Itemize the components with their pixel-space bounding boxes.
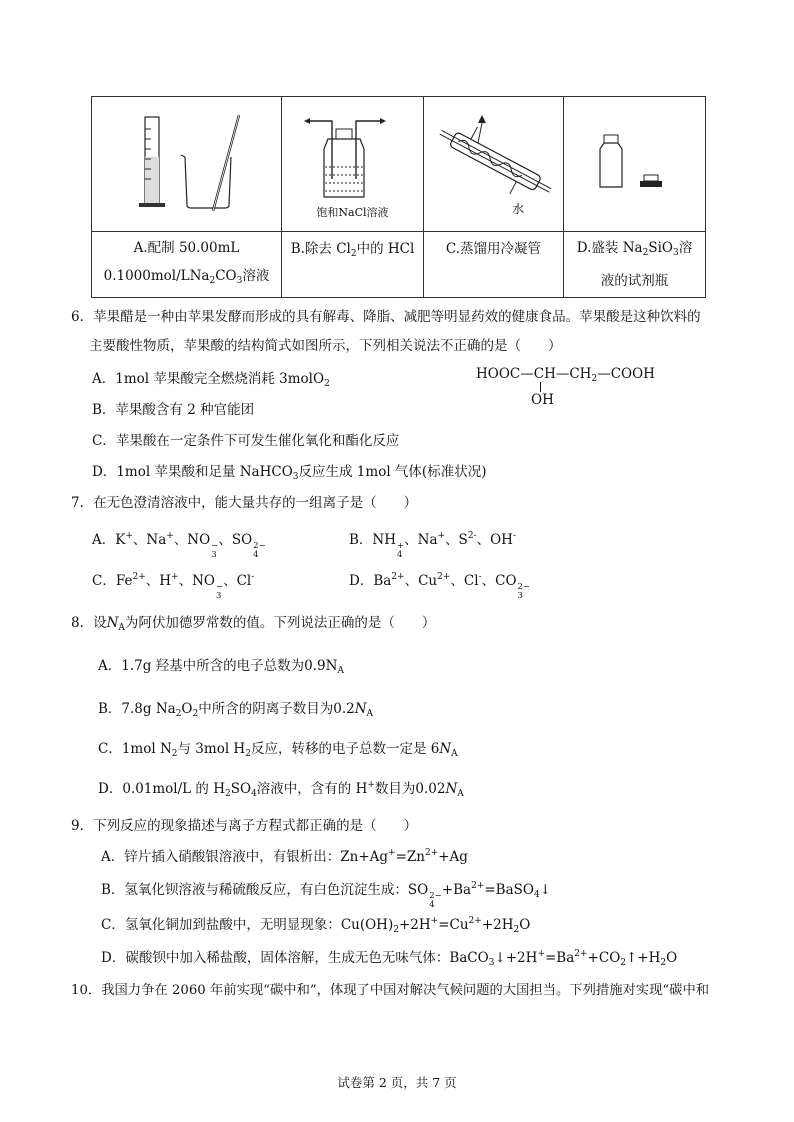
q10-stem: 10．我国力争在 2060 年前实现“碳中和”，体现了中国对解决气候问题的大国担当。下列措施对实现“碳中和	[71, 983, 710, 998]
q7-stem: 7．在无色澄清溶液中，能大量共存的一组离子是（ ）	[71, 495, 418, 511]
q8-option-c: C．1mol $N_2$与 3mol $H_2$反应，转移的电子总数一定是 $6N_A$	[98, 741, 458, 759]
structure-oh: OH	[531, 392, 554, 408]
caption-d: D.盛装 $Na_2SiO_3$溶 液的试剂瓶	[564, 232, 706, 298]
figure-cell-b	[282, 97, 424, 232]
q6-option-c: C．苹果酸在一定条件下可发生催化氧化和酯化反应	[92, 433, 400, 449]
q7-option-a: A．K+、Na+、NO − 3 、SO 2− 4	[92, 531, 266, 560]
q8-option-d: D．0.01mol/L 的 $H_2SO_4$溶液中，含有的 H+数目为$0.02N_A$	[98, 780, 464, 799]
q9-stem: 9．下列反应的现象描述与离子方程式都正确的是（ ）	[71, 818, 418, 834]
caption-c: C.蒸馏用冷凝管	[424, 232, 564, 298]
q8-option-b: B．7.8g $Na_2O_2$中所含的阴离子数目为$0.2N_A$	[98, 701, 374, 719]
q7-option-b: B．NH + 4 、Na+、$S^{2-}$、OH-	[349, 531, 516, 560]
reagent-bottle-figure	[590, 129, 680, 199]
figure-cell-c	[424, 97, 564, 232]
caption-a: A.配制 50.00mL $0.1000mol/LNa_2CO_3$溶液	[92, 232, 282, 298]
caption-b: B.除去 $Cl_2$中的 HCl	[282, 232, 424, 298]
malic-acid-structure: $HOOC—CH—CH_2—COOH$	[476, 366, 655, 384]
page-footer: 试卷第 2 页，共 7 页	[337, 1075, 457, 1090]
q9-option-b: B．氢氧化钡溶液与稀硫酸反应，有白色沉淀生成：SO 2− 4 $+Ba^{2+}=BaSO_4↓$	[101, 881, 551, 910]
q6-option-b: B．苹果酸含有 2 种官能团	[92, 402, 255, 418]
apparatus-table	[91, 96, 706, 298]
q6-stem-line1: 6．苹果醋是一种由苹果发酵而形成的具有解毒、降脂、减肥等明显药效的健康食品。苹果酸是这种饮料的	[71, 309, 701, 325]
figure-cell-a	[92, 97, 282, 232]
q6-option-d: D．1mol 苹果酸和足量 NaHCO$_3$反应生成 1mol 气体(标准状况)	[92, 464, 487, 482]
q6-stem-line2: 主要酸性物质，苹果酸的结构简式如图所示，下列相关说法不正确的是（ ）	[89, 338, 562, 354]
q9-option-d: D．碳酸钡中加入稀盐酸，固体溶解，生成无色无味气体：$BaCO_3↓+2H^+=Ba^{2+}+CO_2↑+H_2O$	[101, 949, 678, 968]
q9-option-c: C．氢氧化铜加到盐酸中，无明显现象：$Cu(OH)_2+2H^+=Cu^{2+}+2H_2O$	[101, 916, 531, 935]
q8-option-a: A．1.7g 羟基中所含的电子总数为$0.9N_A$	[98, 658, 344, 676]
q7-option-c: C．$Fe^{2+}$、H+、NO − 3 、Cl-	[92, 572, 255, 601]
figure-c-label: 水	[511, 202, 524, 216]
figure-b-label: 饱和NaCl溶液	[316, 205, 389, 219]
gas-washing-bottle-figure	[298, 109, 408, 204]
q8-stem: 8．设$N_A$为阿伏加德罗常数的值。下列说法正确的是（ ）	[71, 615, 436, 633]
q9-option-a: A．锌片插入硝酸银溶液中，有银析出：$Zn+Ag^+=Zn^{2+}+Ag$	[101, 848, 468, 865]
q6-option-a: A．1mol 苹果酸完全燃烧消耗 3molO$_2$	[92, 371, 330, 389]
structure-bond	[540, 382, 541, 392]
q7-option-d: D．$Ba^{2+}$、$Cu^{2+}$、Cl-、CO 2− 3	[349, 572, 531, 601]
cylinder-beaker-figure	[127, 109, 247, 219]
condenser-figure	[432, 109, 556, 219]
figure-cell-d	[564, 97, 706, 232]
